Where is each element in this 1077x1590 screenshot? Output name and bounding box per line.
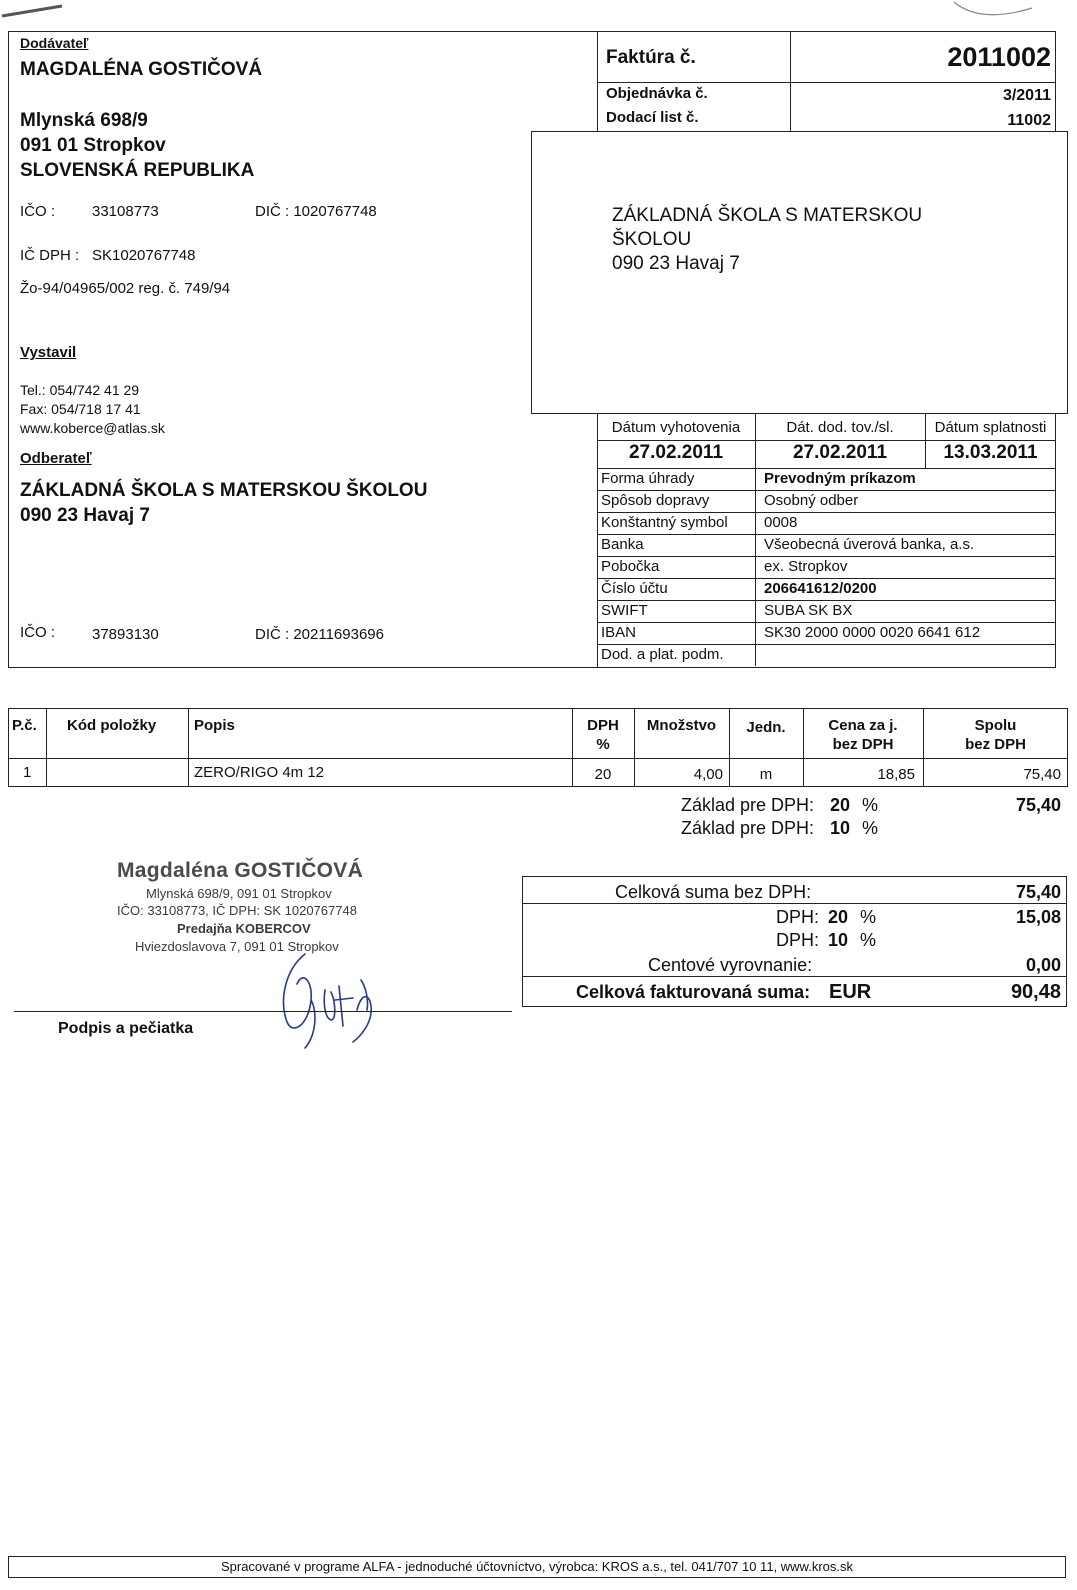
- col-qty: Množstvo: [646, 717, 717, 734]
- vat-base-20-value: 75,40: [1015, 795, 1061, 815]
- payment-label: Konštantný symbol: [601, 514, 728, 531]
- payment-value: SK30 2000 0000 0020 6641 612: [764, 624, 981, 641]
- invoice-label: Faktúra č.: [606, 47, 696, 68]
- delivery-date-label: Dát. dod. tov./sl.: [786, 419, 894, 436]
- address-line-3: 090 23 Havaj 7: [612, 253, 740, 274]
- col-unit: Jedn.: [746, 719, 786, 736]
- supplier-reg: Žo-94/04965/002 reg. č. 749/94: [20, 280, 231, 297]
- payment-label: Pobočka: [601, 558, 660, 575]
- due-date-label: Dátum splatnosti: [934, 419, 1047, 436]
- vat-base-20-pct: %: [862, 795, 879, 815]
- footer-text: Spracované v programe ALFA - jednoduché účtovníctvo, výrobca: KROS a.s., tel. 041/707 10 11, www.kros.sk: [220, 1559, 854, 1574]
- rounding-label: Centové vyrovnanie:: [648, 955, 813, 975]
- item-vat: 20: [594, 766, 612, 783]
- customer-name: ZÁKLADNÁ ŠKOLA S MATERSKOU ŠKOLOU: [20, 480, 428, 501]
- scan-mark-top-left: [0, 0, 80, 20]
- scan-mark-top-right: [940, 0, 1040, 22]
- stamp-line-3: Predajňa KOBERCOV: [177, 921, 311, 936]
- issue-date-label: Dátum vyhotovenia: [611, 419, 741, 436]
- stamp-line-4: Hviezdoslavova 7, 091 01 Stropkov: [135, 939, 339, 954]
- customer-heading: Odberateľ: [20, 450, 92, 467]
- supplier-icdph: SK1020767748: [92, 247, 196, 264]
- item-desc: ZERO/RIGO 4m 12: [194, 764, 325, 781]
- col-vat-pct: %: [596, 736, 610, 753]
- supplier-country: SLOVENSKÁ REPUBLIKA: [20, 160, 255, 181]
- col-total: Spolu: [974, 717, 1017, 734]
- issued-tel: Tel.: 054/742 41 29: [20, 382, 140, 398]
- address-line-2: ŠKOLOU: [612, 229, 692, 250]
- payment-value: SUBA SK BX: [764, 602, 853, 619]
- customer-ico-label: IČO :: [20, 624, 56, 641]
- supplier-icdph-label: IČ DPH :: [20, 247, 80, 264]
- supplier-street: Mlynská 698/9: [20, 110, 148, 131]
- order-number: 3/2011: [1002, 87, 1051, 104]
- invoice-number: 2011002: [947, 42, 1051, 72]
- customer-ico: 37893130: [92, 626, 159, 643]
- col-vat: DPH: [587, 717, 619, 734]
- total-no-vat: 75,40: [1015, 882, 1061, 902]
- vat-10-pct: %: [860, 930, 877, 950]
- grand-total-amount: 90,48: [1010, 981, 1061, 1003]
- signature-line: [14, 1011, 512, 1012]
- vat-base-20-label: Základ pre DPH:: [681, 795, 815, 815]
- supplier-city: 091 01 Stropkov: [20, 135, 166, 156]
- stamp-line-2: IČO: 33108773, IČ DPH: SK 1020767748: [117, 903, 357, 918]
- issue-date: 27.02.2011: [628, 442, 724, 463]
- grand-total-label: Celková fakturovaná suma:: [576, 982, 811, 1002]
- col-pc: P.č.: [12, 717, 37, 734]
- payment-label: IBAN: [601, 624, 637, 641]
- signature-image: [265, 940, 385, 1055]
- col-code: Kód položky: [67, 717, 157, 734]
- payment-value: Osobný odber: [764, 492, 859, 509]
- supplier-name: MAGDALÉNA GOSTIČOVÁ: [20, 59, 263, 80]
- payment-value: 206641612/0200: [764, 580, 877, 597]
- signature-label: Podpis a pečiatka: [58, 1020, 194, 1037]
- col-desc: Popis: [194, 717, 235, 734]
- customer-city: 090 23 Havaj 7: [20, 505, 150, 526]
- vat-10-label: DPH:: [776, 930, 820, 950]
- stamp-name: Magdaléna GOSTIČOVÁ: [117, 859, 364, 882]
- item-unit: m: [759, 766, 773, 783]
- issued-heading: Vystavil: [20, 344, 77, 361]
- total-no-vat-label: Celková suma bez DPH:: [615, 882, 812, 902]
- payment-value: Prevodným príkazom: [764, 470, 916, 487]
- payment-label: SWIFT: [601, 602, 648, 619]
- issued-web: www.koberce@atlas.sk: [20, 420, 165, 436]
- vat-base-20-rate: 20: [830, 795, 851, 815]
- supplier-dic: DIČ : 1020767748: [255, 203, 377, 220]
- col-price: Cena za j.: [828, 717, 898, 734]
- payment-value: 0008: [764, 514, 798, 531]
- delivery-note-label: Dodací list č.: [606, 109, 699, 126]
- item-pc: 1: [23, 764, 32, 781]
- vat-20-rate: 20: [828, 907, 849, 927]
- vat-20-pct: %: [860, 907, 877, 927]
- item-total: 75,40: [1023, 766, 1061, 783]
- payment-label: Dod. a plat. podm.: [601, 646, 724, 663]
- stamp-line-1: Mlynská 698/9, 091 01 Stropkov: [146, 886, 332, 901]
- payment-label: Banka: [601, 536, 644, 553]
- issued-fax: Fax: 054/718 17 41: [20, 401, 141, 417]
- col-price-2: bez DPH: [832, 736, 894, 753]
- vat-10-rate: 10: [828, 930, 849, 950]
- grand-total-currency: EUR: [829, 981, 872, 1003]
- payment-label: Spôsob dopravy: [601, 492, 710, 509]
- payment-value: ex. Stropkov: [764, 558, 848, 575]
- rounding-amount: 0,00: [1025, 955, 1061, 975]
- col-total-2: bez DPH: [965, 736, 1026, 753]
- address-line-1: ZÁKLADNÁ ŠKOLA S MATERSKOU: [612, 205, 923, 226]
- delivery-note-number: 11002: [1007, 112, 1051, 129]
- supplier-ico-label: IČO :: [20, 203, 56, 220]
- customer-dic: DIČ : 20211693696: [255, 626, 384, 643]
- delivery-date: 27.02.2011: [792, 442, 888, 463]
- payment-value: Všeobecná úverová banka, a.s.: [764, 536, 975, 553]
- vat-base-10-rate: 10: [830, 818, 851, 838]
- vat-base-10-pct: %: [862, 818, 879, 838]
- vat-20-amount: 15,08: [1015, 907, 1061, 927]
- supplier-heading: Dodávateľ: [20, 35, 89, 51]
- supplier-ico: 33108773: [92, 203, 159, 220]
- vat-20-label: DPH:: [776, 907, 820, 927]
- due-date: 13.03.2011: [943, 442, 1038, 463]
- item-price: 18,85: [877, 766, 915, 783]
- payment-label: Forma úhrady: [601, 470, 695, 487]
- payment-label: Číslo účtu: [601, 580, 668, 597]
- item-qty: 4,00: [693, 766, 723, 783]
- order-label: Objednávka č.: [606, 85, 708, 102]
- vat-base-10-label: Základ pre DPH:: [681, 818, 815, 838]
